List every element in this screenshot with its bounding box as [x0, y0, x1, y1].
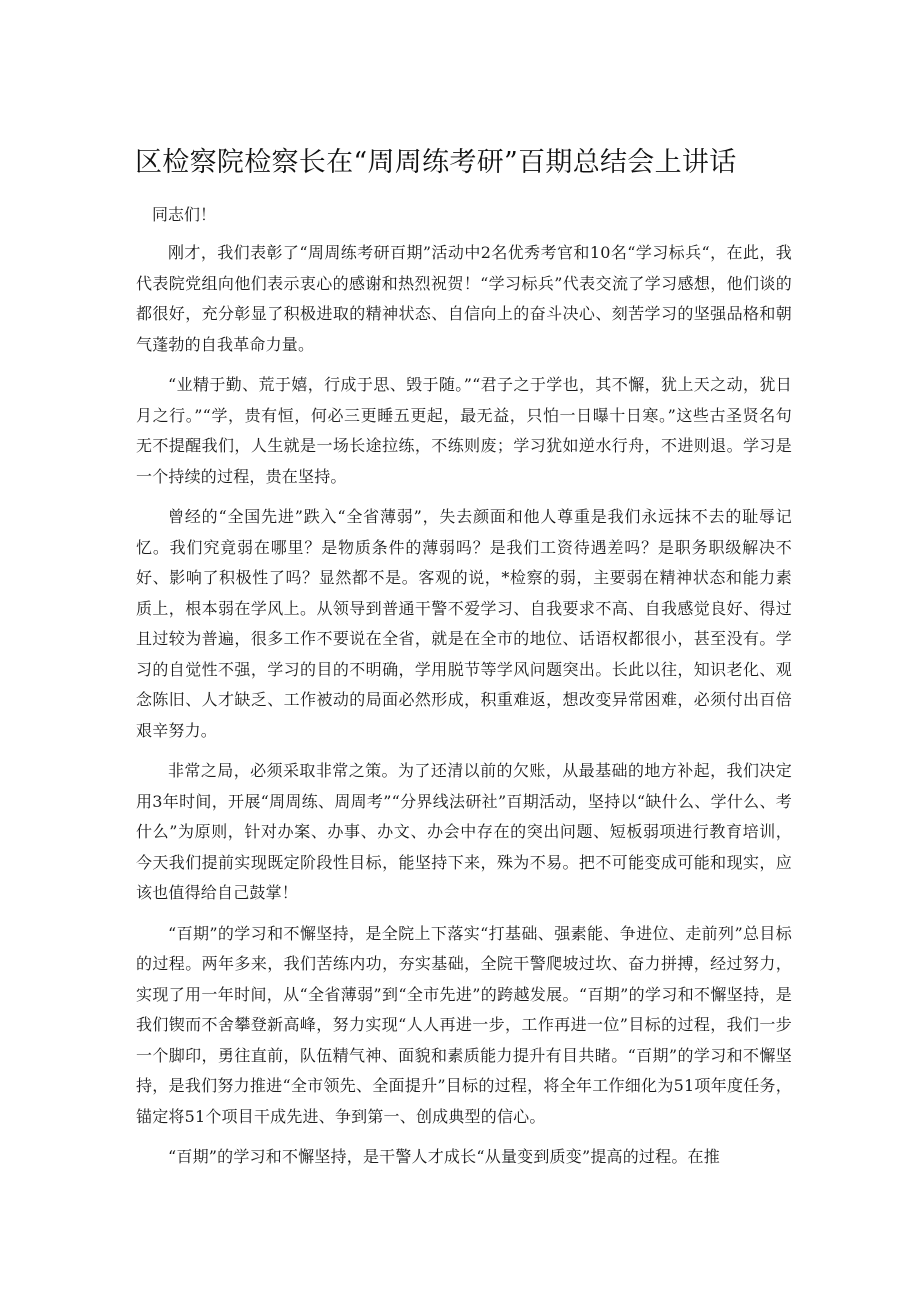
paragraph-6: “百期”的学习和不懈坚持，是干警人才成长“从量变到质变”提高的过程。在推	[168, 1147, 720, 1166]
paragraph-5: “百期”的学习和不懈坚持，是全院上下落实“打基础、强素能、争进位、走前列”总目标的过程。两年多来，我们苦练内功，夯实基础，全院干警爬坡过坎、奋力拼搏，经过努力，实现了用一年时间，从“全省薄弱”到“全市先进”的跨越发展。“百期”的学习和不懈坚持，是我们锲而不舍攀登新高峰，努力实现“人人再进一步，工作再进一位”目标的过程，我们一步一个脚印，勇往直前，队伍精气神、面貌和素质能力提升有目共睹。“百期”的学习和不懈坚持，是我们努力推进“全市领先、全面提升”目标的过程，将全年工作细化为51项年度任务，锚定将51个项目干成先进、争到第一、创成典型的信心。	[136, 923, 792, 1126]
paragraph-1: 刚才，我们表彰了“周周练考研百期”活动中2名优秀考官和10名“学习标兵“，在此，我代表院党组向他们表示衷心的感谢和热烈祝贺！“学习标兵”代表交流了学习感想，他们谈的都很好，充分彰显了积极进取的精神状态、自信向上的奋斗决心、刻苦学习的坚强品格和朝气蓬勃的自我革命力量。	[136, 243, 792, 354]
document-body	[136, 200, 792, 1183]
salutation: 同志们！	[152, 205, 217, 224]
paragraph-3: 曾经的“全国先进”跌入“全省薄弱”，失去颜面和他人尊重是我们永远抹不去的耻辱记忆。我们究竟弱在哪里？是物质条件的薄弱吗？是我们工资待遇差吗？是职务职级解决不好、影响了积极性了吗？显然都不是。客观的说，*检察的弱，主要弱在精神状态和能力素质上，根本弱在学风上。从领导到普通干警不爱学习、自我要求不高、自我感觉良好、得过且过较为普遍，很多工作不要说在全省，就是在全市的地位、话语权都很小，甚至没有。学习的自觉性不强，学习的目的不明确，学用脱节等学风问题突出。长此以往，知识老化、观念陈旧、人才缺乏、工作被动的局面必然形成，积重难返，想改变异常困难，必须付出百倍艰辛努力。	[136, 507, 792, 740]
document-title: 区检察院检察长在“周周练考研”百期总结会上讲话	[135, 147, 737, 178]
paragraph-2: “业精于勤、荒于嬉，行成于思、毁于随。”“君子之于学也，其不懈，犹上天之动，犹日月之行。”“学，贵有恒，何必三更睡五更起，最无益，只怕一日曝十日寒。”这些古圣贤名句无不提醒我们，人生就是一场长途拉练，不练则废；学习犹如逆水行舟，不进则退。学习是一个持续的过程，贵在坚持。	[136, 375, 792, 486]
paragraph-4: 非常之局，必须采取非常之策。为了还清以前的欠账，从最基础的地方补起，我们决定用3年时间，开展“周周练、周周考”“分界线法研社”百期活动，坚持以“缺什么、学什么、考什么”为原则，针对办案、办事、办文、办会中存在的突出问题、短板弱项进行教育培训，今天我们提前实现既定阶段性目标，能坚持下来，殊为不易。把不可能变成可能和现实，应该也值得给自己鼓掌！	[136, 761, 792, 902]
